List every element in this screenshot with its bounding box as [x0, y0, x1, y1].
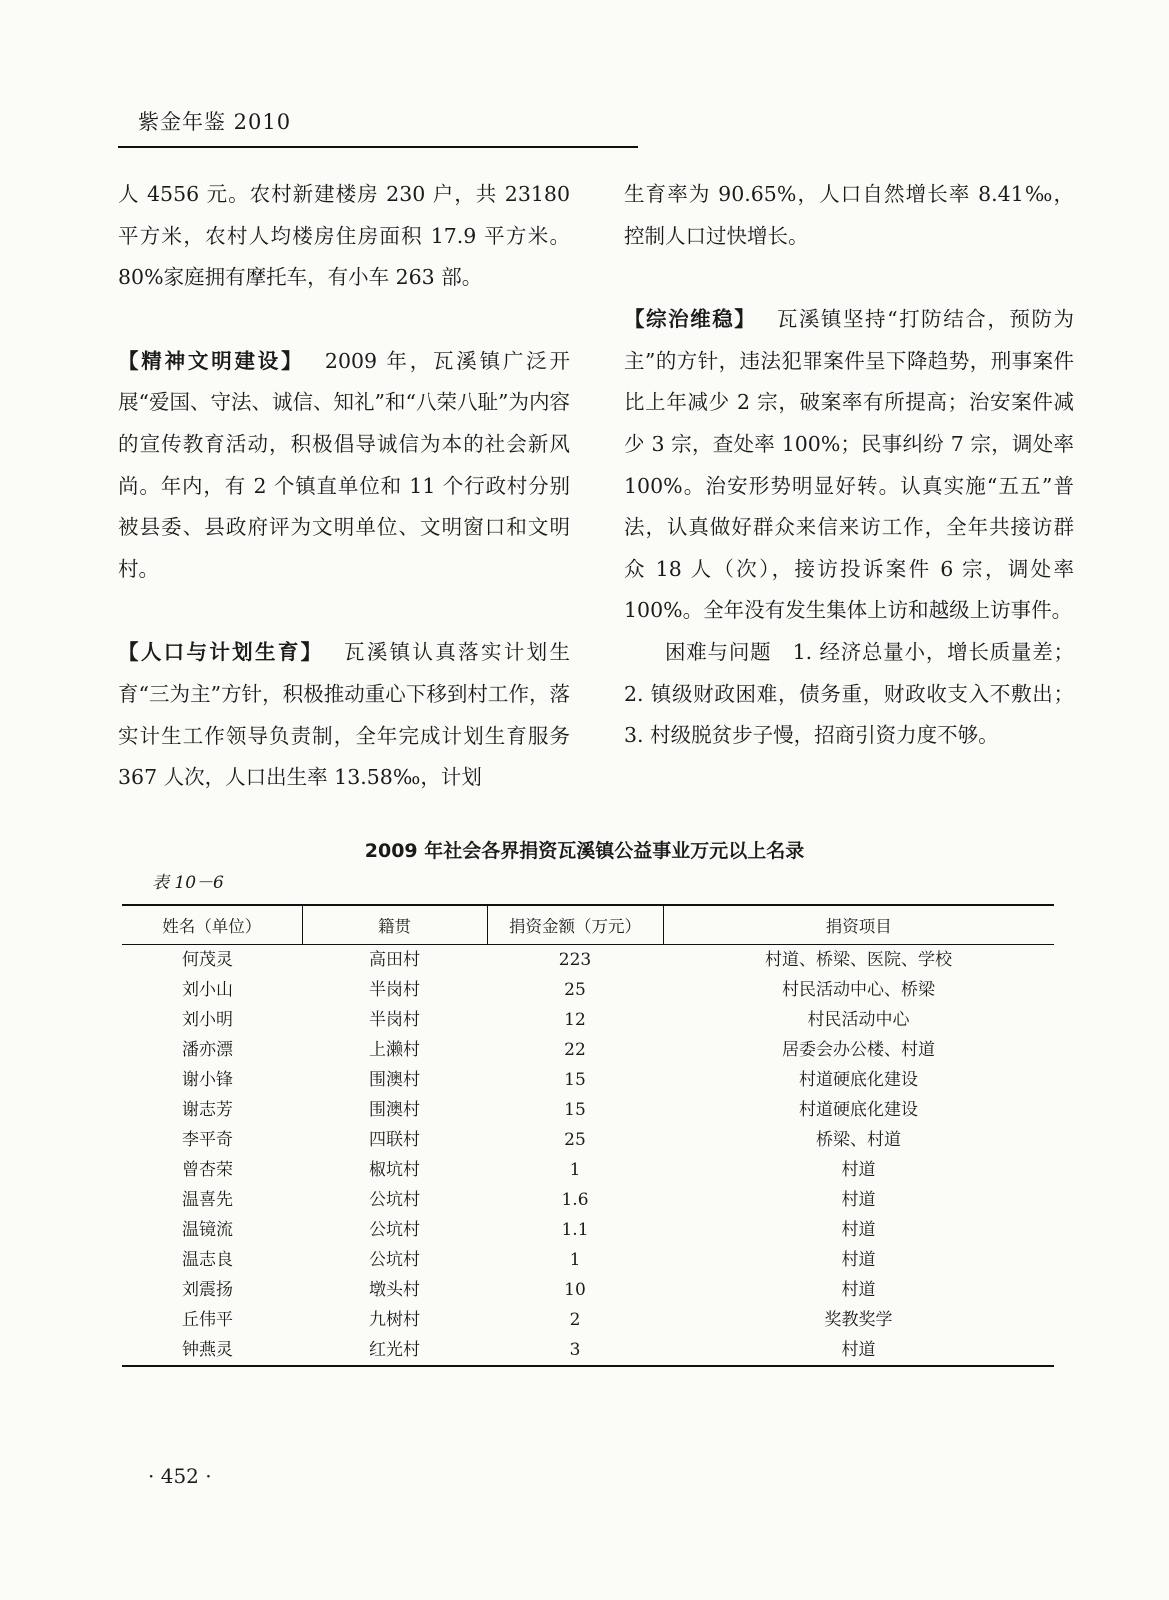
page-number: · 452 · — [148, 1464, 212, 1488]
table-row — [122, 1305, 1054, 1335]
paragraph-birth-rate: 生育率为 90.65%，人口自然增长率 8.41‰，控制人口过快增长。 — [624, 182, 1074, 248]
table-number: 表 10－6 — [152, 873, 224, 893]
cell-project: 村道 — [663, 1335, 1054, 1366]
cell-origin: 公坑村 — [369, 1190, 420, 1210]
table-row — [122, 1215, 1054, 1245]
header-rule — [118, 146, 638, 148]
section-spiritual-civilization — [118, 341, 570, 591]
cell-origin: 椒坑村 — [369, 1160, 420, 1180]
cell-name: 李平奇 — [182, 1130, 233, 1150]
cell-amount: 1.6 — [561, 1190, 589, 1210]
section-population-planning — [118, 632, 570, 798]
cell-origin: 红光村 — [302, 1335, 487, 1366]
cell-origin: 半岗村 — [369, 980, 420, 1000]
cell-project: 村道、桥梁、医院、学校 — [765, 950, 952, 970]
section-tag: 【精神文明建设】 — [118, 348, 305, 373]
donor-table — [122, 904, 1054, 1367]
paragraph-difficulties: 困难与问题 1. 经济总量小，增长质量差；2. 镇级财政困难，债务重，财政收支入不敷出；3. 村级脱贫步子慢，招商引资力度不够。 — [624, 639, 1074, 748]
cell-amount: 22 — [564, 1040, 586, 1060]
table-row — [122, 1065, 1054, 1095]
cell-amount: 1.1 — [561, 1220, 589, 1240]
cell-amount: 25 — [564, 1130, 586, 1150]
cell-project: 村道硬底化建设 — [799, 1100, 918, 1120]
cell-name: 丘伟平 — [182, 1310, 233, 1330]
cell-amount: 15 — [564, 1070, 586, 1090]
cell-origin: 半岗村 — [369, 1010, 420, 1030]
table-body — [122, 945, 1054, 1367]
table-title: 2009 年社会各界捐资瓦溪镇公益事业万元以上名录 — [364, 840, 805, 862]
cell-origin: 高田村 — [369, 950, 420, 970]
cell-amount: 1 — [569, 1250, 581, 1270]
table-row — [122, 1125, 1054, 1155]
cell-name: 潘亦漂 — [182, 1040, 233, 1060]
table-header-row — [122, 905, 1054, 945]
cell-name: 温喜先 — [182, 1190, 233, 1210]
table-row — [122, 1245, 1054, 1275]
cell-amount: 223 — [558, 950, 592, 970]
cell-project: 奖教奖学 — [824, 1310, 893, 1330]
cell-amount: 3 — [487, 1335, 663, 1366]
cell-origin: 墩头村 — [369, 1280, 420, 1300]
cell-name: 刘小明 — [182, 1010, 233, 1030]
cell-origin: 九树村 — [369, 1310, 420, 1330]
cell-project: 村民活动中心、桥梁 — [782, 980, 935, 1000]
cell-amount: 15 — [564, 1100, 586, 1120]
cell-origin: 围澳村 — [369, 1070, 420, 1090]
cell-project: 桥梁、村道 — [816, 1130, 901, 1150]
table-row — [122, 1005, 1054, 1035]
cell-amount: 12 — [564, 1010, 586, 1030]
section-text: 2009 年，瓦溪镇广泛开展“爱国、守法、诚信、知礼”和“八荣八耻”为内容的宣传教育活动，积极倡导诚信为本的社会新风尚。年内，有 2 个镇直单位和 11 个行政村分别被县委、县政府评为文明单位、文明窗口和文明村。 — [118, 348, 570, 581]
table-row — [122, 1035, 1054, 1065]
cell-name: 温镜流 — [182, 1220, 233, 1240]
table-row — [122, 945, 1054, 976]
cell-origin: 围澳村 — [369, 1100, 420, 1120]
cell-amount: 2 — [569, 1310, 581, 1330]
right-column — [624, 174, 1074, 757]
table-row — [122, 1335, 1054, 1366]
cell-project: 村道 — [841, 1280, 876, 1300]
cell-project: 居委会办公楼、村道 — [782, 1040, 935, 1060]
cell-amount: 1 — [569, 1160, 581, 1180]
left-column — [118, 174, 570, 799]
cell-name: 谢小锋 — [182, 1070, 233, 1090]
cell-project: 村民活动中心 — [807, 1010, 910, 1030]
cell-origin: 四联村 — [369, 1130, 420, 1150]
column-header-origin: 籍贯 — [302, 905, 487, 945]
section-text: 瓦溪镇坚持“打防结合，预防为主”的方针，违法犯罪案件呈下降趋势，刑事案件比上年减少 2 宗，破案率有所提高；治安案件减少 3 宗，查处率 100%；民事纠纷 7 宗，调处率 100%。治安形势明显好转。认真实施“五五”普法，认真做好群众来信来访工作，全年共接访群众 18 人（次），接访投诉案件 6 宗，调处率 100%。全年没有发生集体上访和越级上访事件。 — [624, 307, 1075, 623]
cell-name: 刘小山 — [182, 980, 233, 1000]
running-header: 紫金年鉴 2010 — [138, 110, 292, 134]
cell-project: 村道 — [841, 1220, 876, 1240]
cell-name: 曾杏荣 — [182, 1160, 233, 1180]
cell-amount: 25 — [564, 980, 586, 1000]
cell-origin: 公坑村 — [369, 1250, 420, 1270]
cell-name: 谢志芳 — [182, 1100, 233, 1120]
section-tag: 【人口与计划生育】 — [118, 640, 324, 665]
cell-name: 温志良 — [182, 1250, 233, 1270]
cell-amount: 10 — [564, 1280, 586, 1300]
table-row — [122, 1185, 1054, 1215]
cell-project: 村道 — [841, 1160, 876, 1180]
cell-project: 村道 — [841, 1250, 876, 1270]
table-row — [122, 975, 1054, 1005]
table-row — [122, 1155, 1054, 1185]
cell-project: 村道硬底化建设 — [799, 1070, 918, 1090]
cell-name: 钟燕灵 — [122, 1335, 302, 1366]
column-header-name: 姓名（单位） — [122, 905, 302, 945]
cell-name: 何茂灵 — [182, 950, 233, 970]
table-row — [122, 1275, 1054, 1305]
section-public-security — [624, 299, 1074, 632]
cell-origin: 公坑村 — [369, 1220, 420, 1240]
column-header-project: 捐资项目 — [663, 905, 1054, 945]
cell-name: 刘震扬 — [182, 1280, 233, 1300]
section-text: 瓦溪镇认真落实计划生育“三为主”方针，积极推动重心下移到村工作，落实计生工作领导负责制，全年完成计划生育服务 367 人次，人口出生率 13.58‰，计划 — [118, 640, 570, 790]
cell-project: 村道 — [841, 1190, 876, 1210]
cell-origin: 上濑村 — [369, 1040, 420, 1060]
section-tag: 【综治维稳】 — [624, 307, 757, 332]
table-row — [122, 1095, 1054, 1125]
column-header-amount: 捐资金额（万元） — [487, 905, 663, 945]
paragraph-income: 人 4556 元。农村新建楼房 230 户，共 23180 平方米，农村人均楼房住房面积 17.9 平方米。80%家庭拥有摩托车，有小车 263 部。 — [118, 182, 570, 290]
